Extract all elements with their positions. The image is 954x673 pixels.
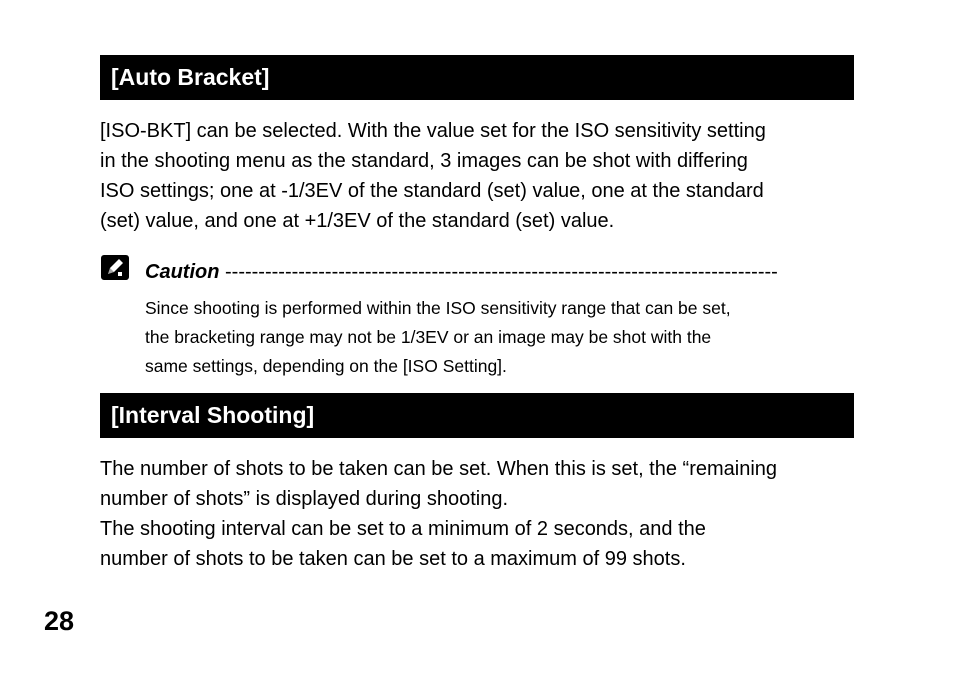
- paragraph-line: ISO settings; one at -1/3EV of the standard (set) value, one at the standard: [100, 180, 764, 202]
- interval-shooting-description: [100, 454, 860, 574]
- paragraph-line: [ISO-BKT] can be selected. With the value set for the ISO sensitivity setting: [100, 120, 766, 142]
- auto-bracket-description: [100, 116, 860, 236]
- page-number: 28: [44, 606, 75, 636]
- section-title: [Interval Shooting]: [111, 402, 315, 428]
- paragraph-line: number of shots” is displayed during shooting.: [100, 488, 509, 510]
- section-header-auto-bracket: [100, 55, 854, 100]
- section-header-interval-shooting: [100, 393, 854, 438]
- paragraph-line: The number of shots to be taken can be set. When this is set, the “remaining: [100, 458, 778, 480]
- paragraph-line: The shooting interval can be set to a minimum of 2 seconds, and the: [100, 518, 706, 540]
- caution-line: Since shooting is performed within the ISO sensitivity range that can be set,: [145, 298, 731, 318]
- caution-dashed-rule: -----------------------------------------------------------------------------------: [225, 261, 778, 283]
- caution-line: the bracketing range may not be 1/3EV or an image may be shot with the: [145, 327, 712, 347]
- caution-text: [145, 294, 855, 381]
- paragraph-line: (set) value, and one at +1/3EV of the standard (set) value.: [100, 210, 615, 232]
- caution-line: same settings, depending on the [ISO Setting].: [145, 356, 507, 376]
- section-title: [Auto Bracket]: [111, 64, 270, 90]
- caution-pencil-icon: [101, 255, 129, 280]
- caution-label: Caution: [145, 261, 220, 283]
- caution-heading: [145, 259, 855, 285]
- paragraph-line: in the shooting menu as the standard, 3 images can be shot with differing: [100, 150, 748, 172]
- paragraph-line: number of shots to be taken can be set to a maximum of 99 shots.: [100, 548, 686, 570]
